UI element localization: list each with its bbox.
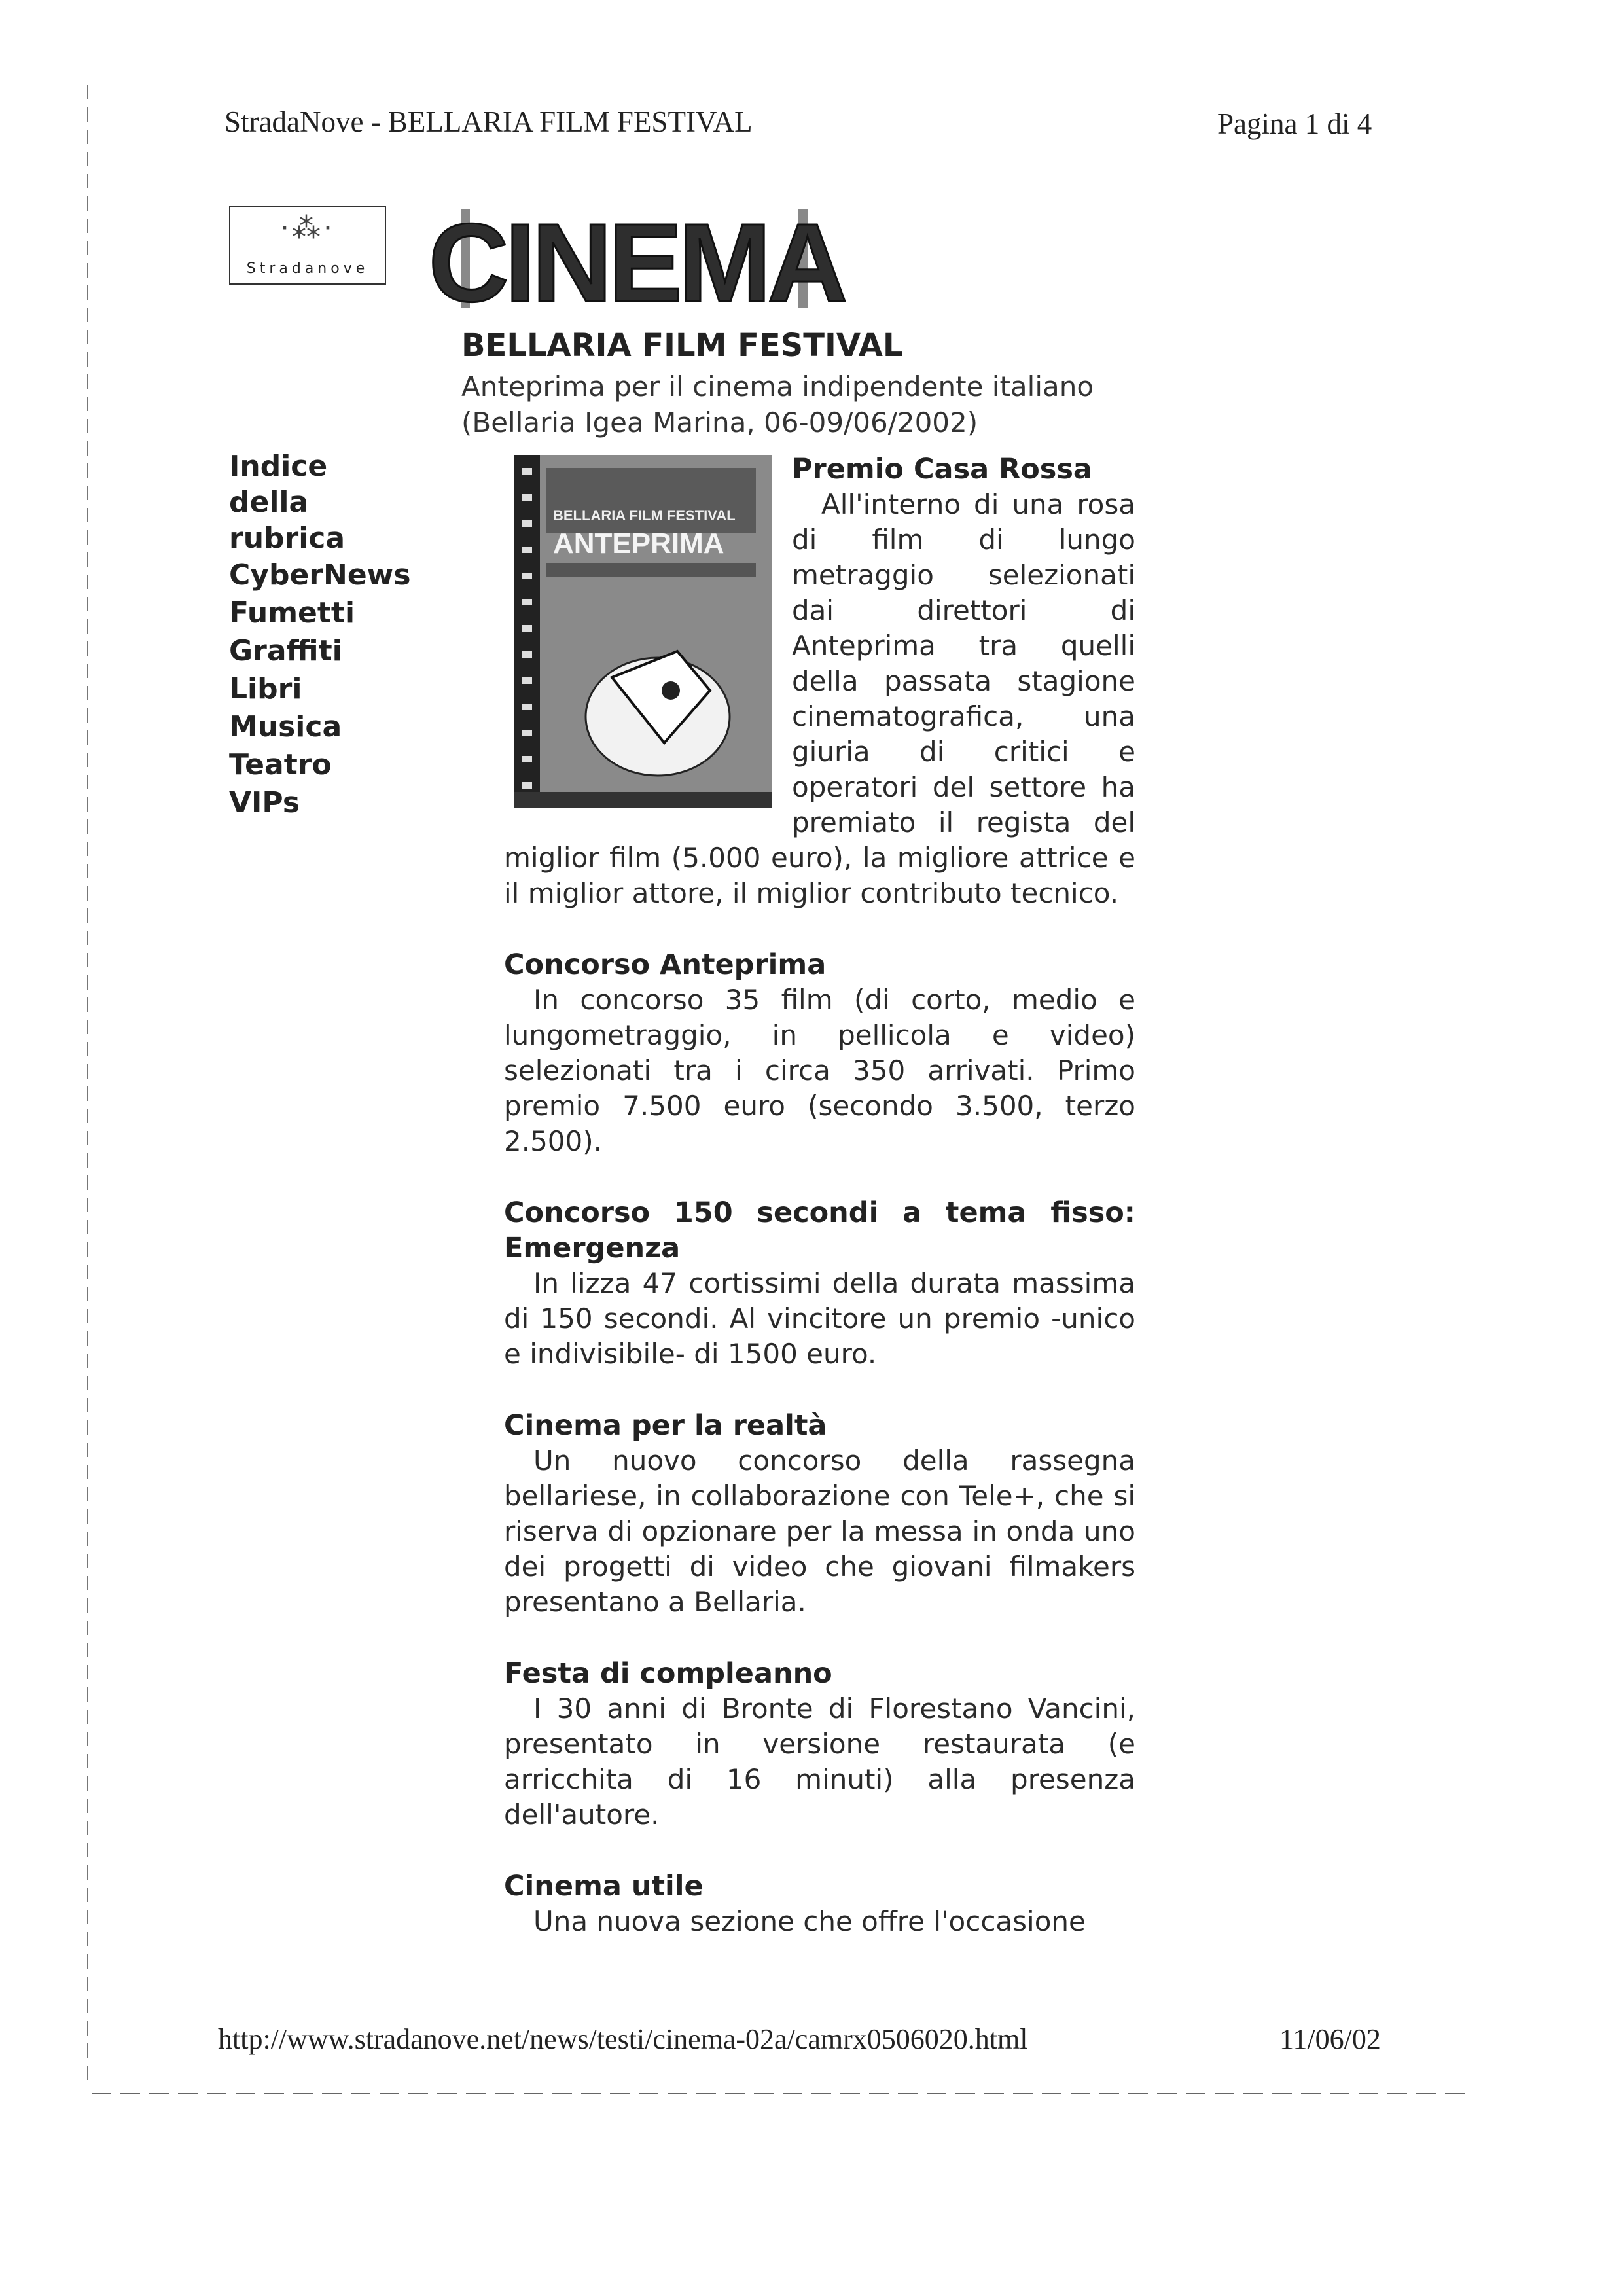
section-title: Festa di compleanno [504, 1657, 832, 1690]
poster-title: BELLARIA FILM FESTIVAL [553, 507, 736, 524]
section-title: Concorso Anteprima [504, 948, 827, 981]
print-footer-url: http://www.stradanove.net/news/testi/cinema-02a/camrx0506020.html [218, 2023, 1028, 2055]
rubric-nav [229, 448, 438, 822]
section-cinema-utile [504, 1869, 1135, 1939]
print-header-title: StradaNove - BELLARIA FILM FESTIVAL [224, 105, 753, 138]
section-body: In lizza 47 cortissimi della durata massima di 150 secondi. Al vincitore un premio -unico e indivisibile- di 1500 euro. [504, 1267, 1135, 1370]
poster-anteprima: ANTEPRIMA [553, 528, 724, 560]
nav-link-teatro[interactable]: Teatro [229, 748, 332, 781]
poster-float-spacer [504, 452, 792, 838]
section-body: All'interno di una rosa di film di lungo metraggio selezionati dai direttori di Anteprima tra quelli della passata stagione cinematografica, una giuria di critici e operatori del settore ha premiato il regista del miglior film (5.000 euro), la migliore attrice e il miglior attore, il miglior contributo tecnico. [504, 488, 1135, 909]
nav-link-vips[interactable]: VIPs [229, 786, 300, 819]
nav-link-libri[interactable]: Libri [229, 672, 302, 706]
site-logo[interactable] [229, 206, 386, 285]
cinema-banner-text: CINEMA [428, 201, 844, 325]
nav-link-musica[interactable]: Musica [229, 710, 342, 744]
section-body: In concorso 35 film (di corto, medio e lungometraggio, in pellicola e video) selezionati tra i circa 350 arrivati. Primo premio 7.500 euro (secondo 3.500, terzo 2.500). [504, 984, 1135, 1157]
section-body: I 30 anni di Bronte di Florestano Vancini, presentato in versione restaurata (e arricchita di 16 minuti) alla presenza dell'autore. [504, 1693, 1135, 1831]
subtitle-line-2: (Bellaria Igea Marina, 06-09/06/2002) [461, 406, 978, 439]
section-title: Cinema utile [504, 1870, 704, 1903]
article-title: BELLARIA FILM FESTIVAL [461, 327, 903, 364]
section-cinema-per-la-realta [504, 1408, 1135, 1620]
print-footer-date: 11/06/02 [1279, 2023, 1381, 2055]
nav-link-indice[interactable] [229, 448, 438, 556]
section-body: Un nuovo concorso della rassegna bellariese, in collaborazione con Tele+, che si riserva di opzionare per la messa in onda uno dei progetti di video che giovani filmakers presentano a Bellaria. [504, 1444, 1135, 1618]
scan-bottom-line [92, 2093, 1466, 2094]
section-title: Premio Casa Rossa [792, 453, 1092, 486]
nav-link-graffiti[interactable]: Graffiti [229, 634, 342, 668]
section-concorso-anteprima [504, 947, 1135, 1159]
nav-link-cybernews[interactable]: CyberNews [229, 558, 411, 592]
print-header-page: Pagina 1 di 4 [1217, 107, 1372, 140]
nav-index-line-3: rubrica [229, 522, 346, 555]
section-title: Cinema per la realtà [504, 1409, 827, 1442]
logo-mark-icon: ·⁂· [280, 211, 335, 245]
section-title: Concorso 150 secondi a tema fisso: Emergenza [504, 1196, 1135, 1265]
logo-text: Stradanove [246, 260, 369, 277]
subtitle-line-1: Anteprima per il cinema indipendente italiano [461, 370, 1094, 403]
nav-index-line-2: della [229, 486, 309, 519]
nav-link-fumetti[interactable]: Fumetti [229, 596, 355, 630]
article-body [504, 452, 1135, 1975]
article-subtitle [461, 368, 1149, 440]
scan-margin-line [87, 85, 88, 2081]
cinema-banner [428, 201, 844, 325]
section-concorso-150-secondi [504, 1195, 1135, 1372]
section-body: Una nuova sezione che offre l'occasione [533, 1905, 1086, 1937]
section-festa-di-compleanno [504, 1656, 1135, 1833]
nav-index-line-1: Indice [229, 450, 328, 483]
